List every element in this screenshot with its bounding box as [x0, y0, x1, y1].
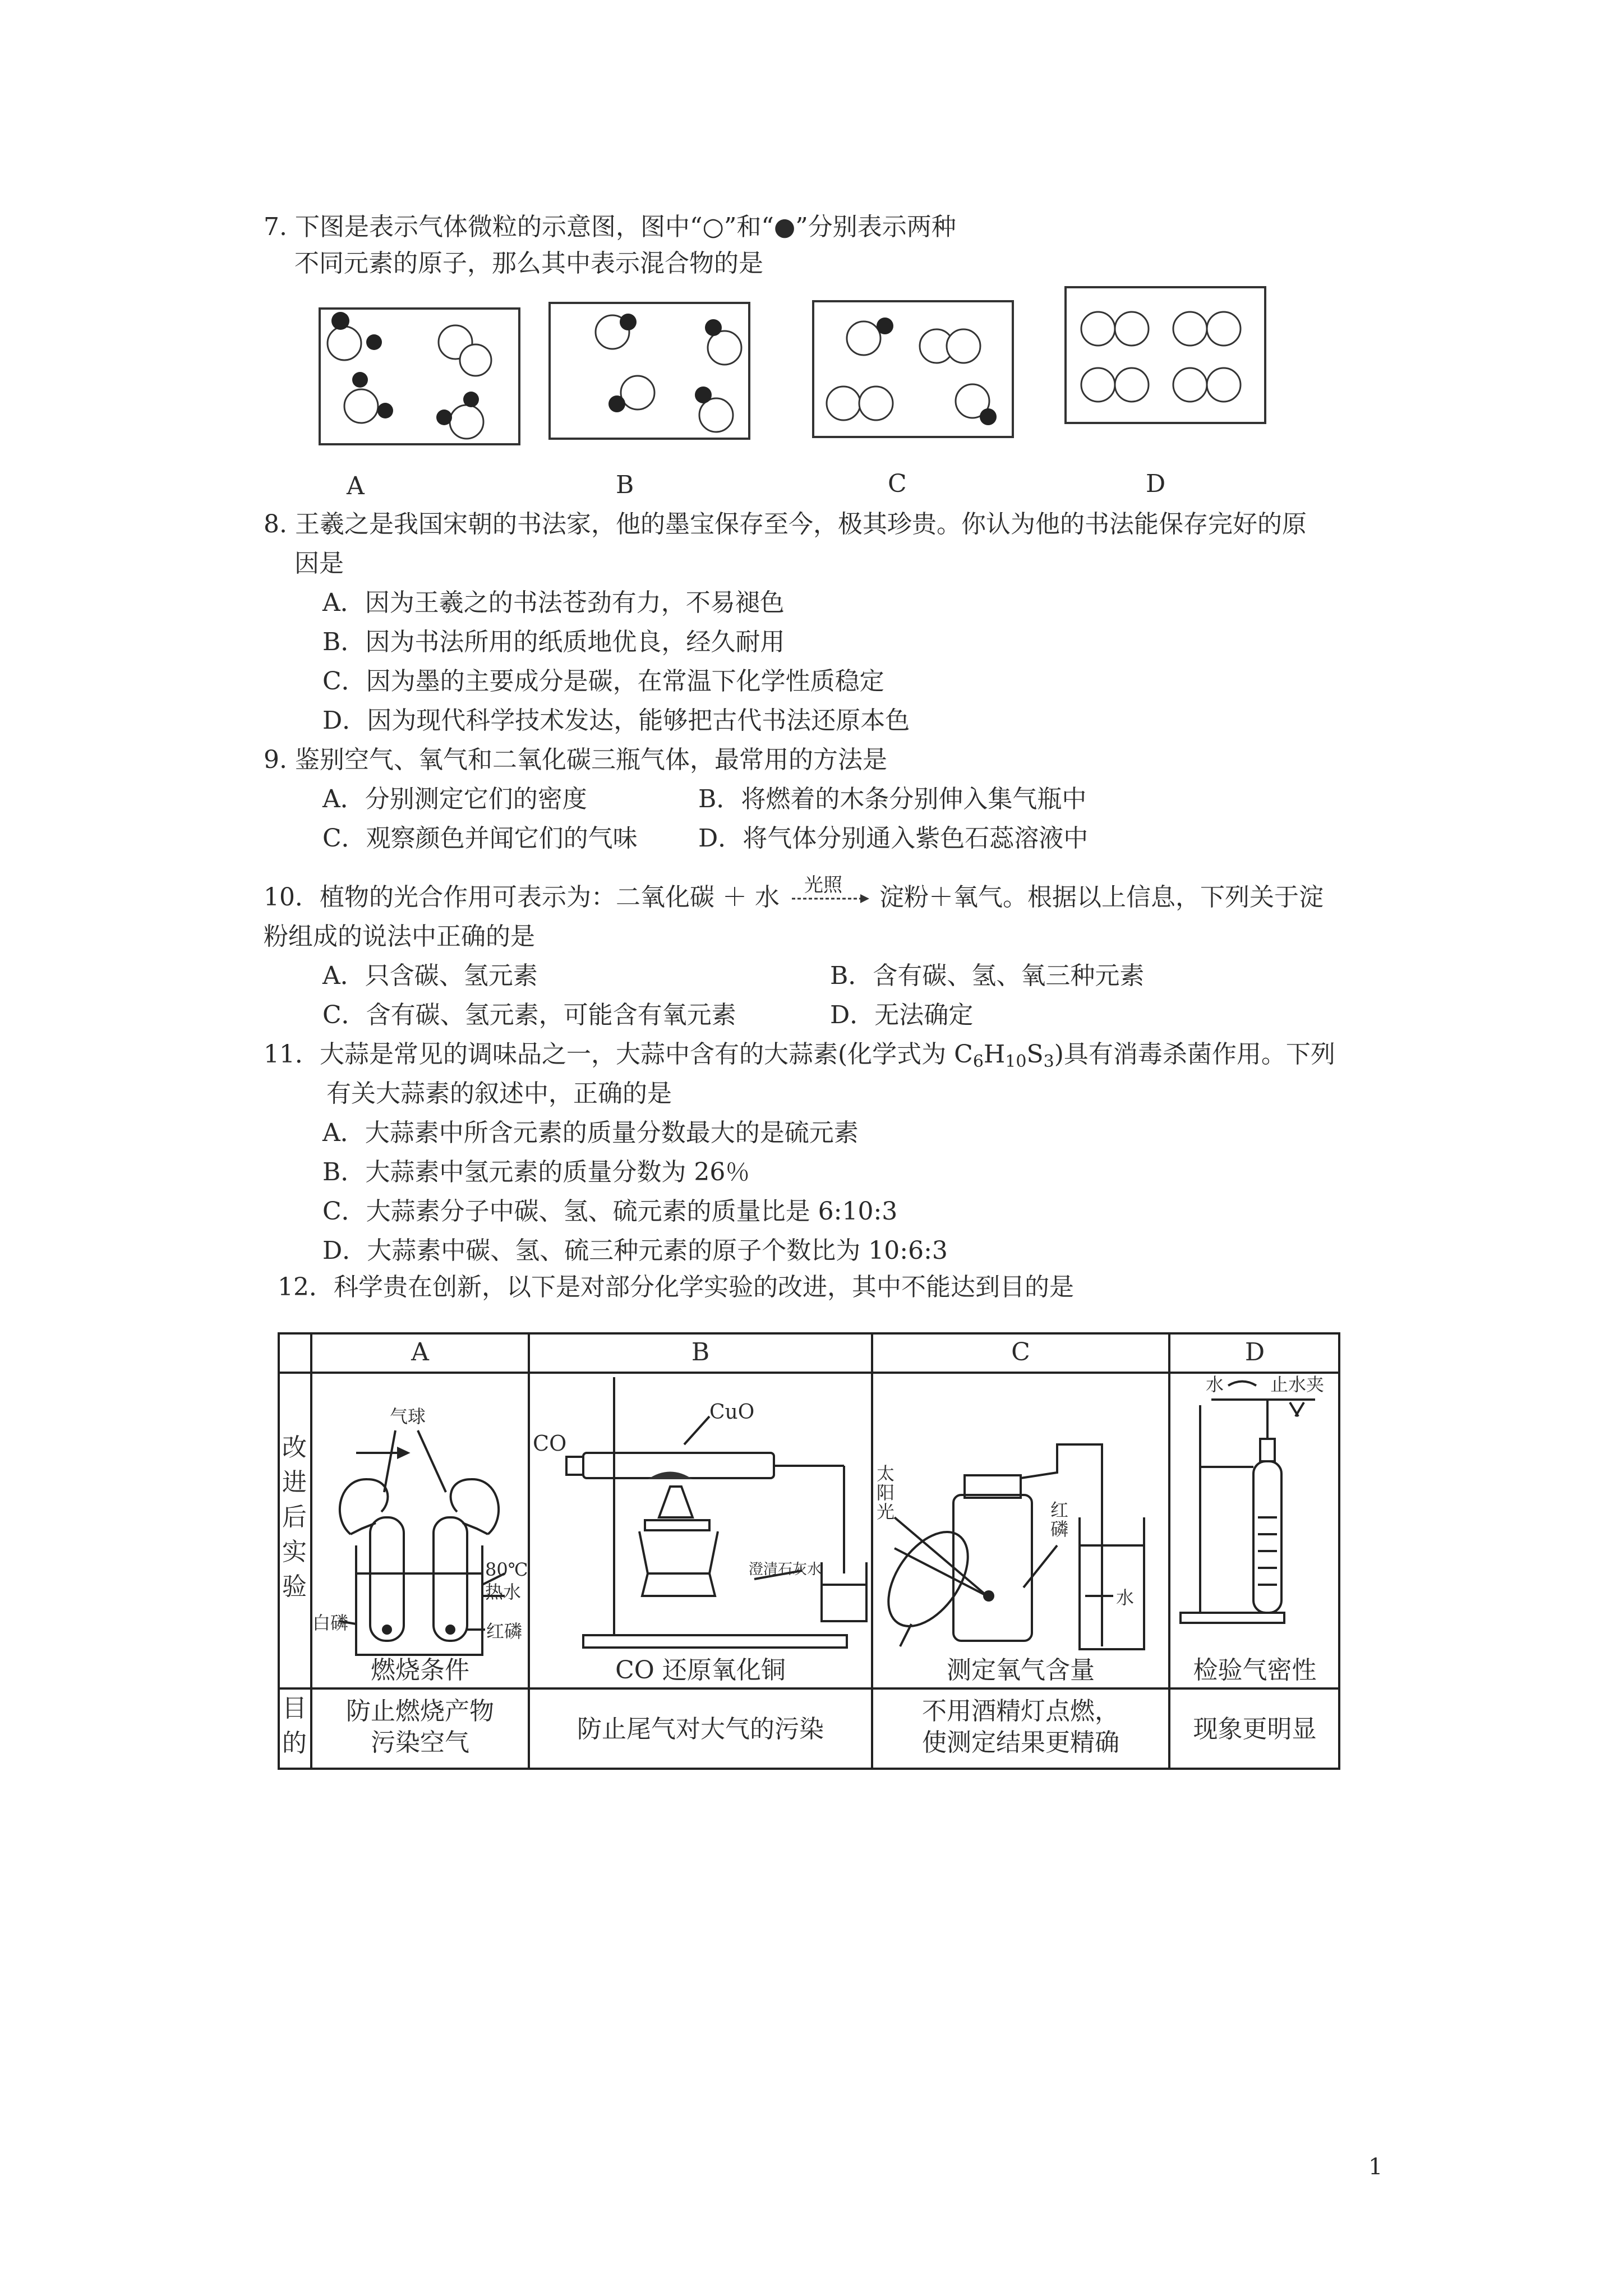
q12-stem: 12．科学贵在创新，以下是对部分化学实验的改进，其中不能达到目的是: [278, 1273, 1074, 1301]
q11-option-c: C．大蒜素分子中碳、氢、硫元素的质量比是 6:10:3: [322, 1197, 898, 1226]
purpose-line: 使测定结果更精确: [922, 1728, 1119, 1757]
q9-option-c: C．观察颜色并闻它们的气味: [322, 824, 638, 853]
row-label-char: 进: [282, 1468, 307, 1497]
purpose-line: 污染空气: [371, 1728, 469, 1757]
q7-stem-line2: 不同元素的原子，那么其中表示混合物的是: [294, 249, 763, 278]
purpose-line: 防止尾气对大气的污染: [577, 1715, 824, 1743]
purpose-a: [311, 1696, 529, 1759]
row-label-char: 的: [282, 1729, 307, 1757]
q7-label-a: A: [347, 472, 365, 500]
q11-stem-line1: [264, 1038, 1335, 1079]
q10-option-c: C．含有碳、氢元素，可能含有氧元素: [322, 1001, 736, 1029]
label-temperature: 80℃: [485, 1559, 528, 1580]
q8-stem-line1: 8. 王羲之是我国宋朝的书法家，他的墨宝保存至今，极其珍贵。你认为他的书法能保存完好的原: [264, 510, 1307, 539]
caption-d: 检验气密性: [1193, 1656, 1317, 1685]
q7-stem-line1: 7. 下图是表示气体微粒的示意图，图中“○”和“●”分别表示两种: [264, 213, 956, 241]
q12-table: [278, 1332, 1340, 1770]
reaction-condition: 光照: [804, 874, 842, 896]
q8-option-b: B．因为书法所用的纸质地优良，经久耐用: [322, 628, 785, 656]
label-water-c: 水: [1116, 1587, 1135, 1608]
purpose-line: 防止燃烧产物: [346, 1697, 494, 1726]
q10-stem-line1: [264, 874, 1324, 914]
q9-option-b: B．将燃着的木条分别伸入集气瓶中: [698, 785, 1087, 813]
table-header-a: A: [411, 1338, 429, 1366]
q11-stem-line2: 有关大蒜素的叙述中，正确的是: [326, 1079, 672, 1108]
caption-c: 测定氧气含量: [947, 1656, 1095, 1685]
row-label-improved-experiment: [278, 1430, 311, 1604]
label-balloon: 气球: [390, 1406, 426, 1427]
page-number: 1: [1368, 2154, 1383, 2180]
caption-a: 燃烧条件: [371, 1656, 469, 1685]
q7-label-b: B: [616, 471, 634, 499]
formula-sub-s: 3: [1043, 1052, 1054, 1071]
q11-option-b: B．大蒜素中氢元素的质量分数为 26％: [322, 1158, 750, 1186]
q7-option-b-diagram: [548, 302, 750, 440]
label-char: 阳: [877, 1482, 895, 1503]
table-header-b: B: [691, 1338, 710, 1366]
label-red-phosphorus-c: [1050, 1501, 1068, 1539]
reaction-arrow: [787, 874, 872, 914]
q10-option-b: B．含有碳、氢、氧三种元素: [830, 961, 1145, 990]
purpose-d: [1169, 1714, 1340, 1745]
q10-stem-part1: 10．植物的光合作用可表示为：二氧化碳 ＋ 水: [264, 883, 780, 912]
label-char: 太: [877, 1463, 895, 1484]
q10-stem-line2: 粉组成的说法中正确的是: [264, 922, 535, 951]
label-water-d: 水: [1206, 1374, 1224, 1395]
purpose-line: 现象更明显: [1193, 1715, 1317, 1743]
caption-b: CO 还原氧化铜: [615, 1656, 786, 1685]
label-co: CO: [533, 1431, 567, 1456]
label-limewater: 澄清石灰水: [749, 1561, 822, 1578]
table-header-c: C: [1011, 1338, 1030, 1366]
q9-stem: 9. 鉴别空气、氧气和二氧化碳三瓶气体，最常用的方法是: [264, 746, 887, 774]
row-label-char: 实: [282, 1538, 307, 1566]
row-label-char: 验: [282, 1572, 307, 1601]
apparatus-c: [872, 1444, 1144, 1649]
formula-s: S: [1026, 1040, 1044, 1069]
q7-label-c: C: [888, 470, 907, 498]
q7-option-a-diagram: [319, 307, 520, 445]
q7-option-c-diagram: [812, 300, 1014, 438]
q10-stem-part2: 淀粉＋氧气。根据以上信息，下列关于淀: [879, 883, 1324, 912]
q8-option-d: D．因为现代科学技术发达，能够把古代书法还原本色: [322, 706, 910, 735]
q7-option-d-diagram: [1064, 286, 1266, 424]
label-char: 光: [877, 1501, 895, 1522]
label-clamp: 止水夹: [1270, 1374, 1325, 1395]
formula-sub-c: 6: [972, 1052, 984, 1071]
q9-option-a: A．分别测定它们的密度: [322, 785, 587, 813]
q8-option-c: C．因为墨的主要成分是碳，在常温下化学性质稳定: [322, 667, 884, 696]
row-label-char: 改: [282, 1433, 307, 1462]
table-header-d: D: [1244, 1338, 1265, 1366]
formula-sub-h: 10: [1005, 1052, 1027, 1071]
purpose-line: 不用酒精灯点燃，: [922, 1697, 1119, 1726]
row-label-char: 目: [282, 1694, 307, 1723]
label-char: 红: [1050, 1499, 1069, 1521]
q11-stem-part1: 11．大蒜是常见的调味品之一，大蒜中含有的大蒜素(化学式为 C: [264, 1040, 973, 1069]
formula-h: H: [983, 1040, 1006, 1069]
q8-stem-line2: 因是: [294, 549, 344, 578]
q7-label-d: D: [1146, 470, 1166, 498]
apparatus-d: [1181, 1382, 1315, 1623]
label-red-phosphorus: 红磷: [486, 1621, 523, 1642]
label-sunlight: [877, 1464, 895, 1521]
label-hot-water: 热水: [485, 1581, 522, 1603]
apparatus-a: [339, 1430, 505, 1655]
q10-option-a: A．只含碳、氢元素: [322, 961, 538, 990]
q8-option-a: A．因为王羲之的书法苍劲有力，不易褪色: [322, 588, 785, 617]
row-label-char: 后: [282, 1503, 307, 1531]
label-cuo: CuO: [709, 1401, 755, 1424]
label-char: 磷: [1050, 1519, 1069, 1540]
q11-stem-part2: )具有消毒杀菌作用。下列: [1054, 1040, 1335, 1069]
row-label-purpose: [278, 1691, 311, 1761]
purpose-b: [529, 1714, 872, 1745]
q11-option-d: D．大蒜素中碳、氢、硫三种元素的原子个数比为 10:6:3: [322, 1236, 948, 1265]
label-white-phosphorus: 白磷: [312, 1612, 349, 1634]
q9-option-d: D．将气体分别通入紫色石蕊溶液中: [698, 824, 1089, 853]
purpose-c: [872, 1696, 1169, 1759]
q11-option-a: A．大蒜素中所含元素的质量分数最大的是硫元素: [322, 1119, 859, 1147]
q10-option-d: D．无法确定: [830, 1001, 974, 1029]
